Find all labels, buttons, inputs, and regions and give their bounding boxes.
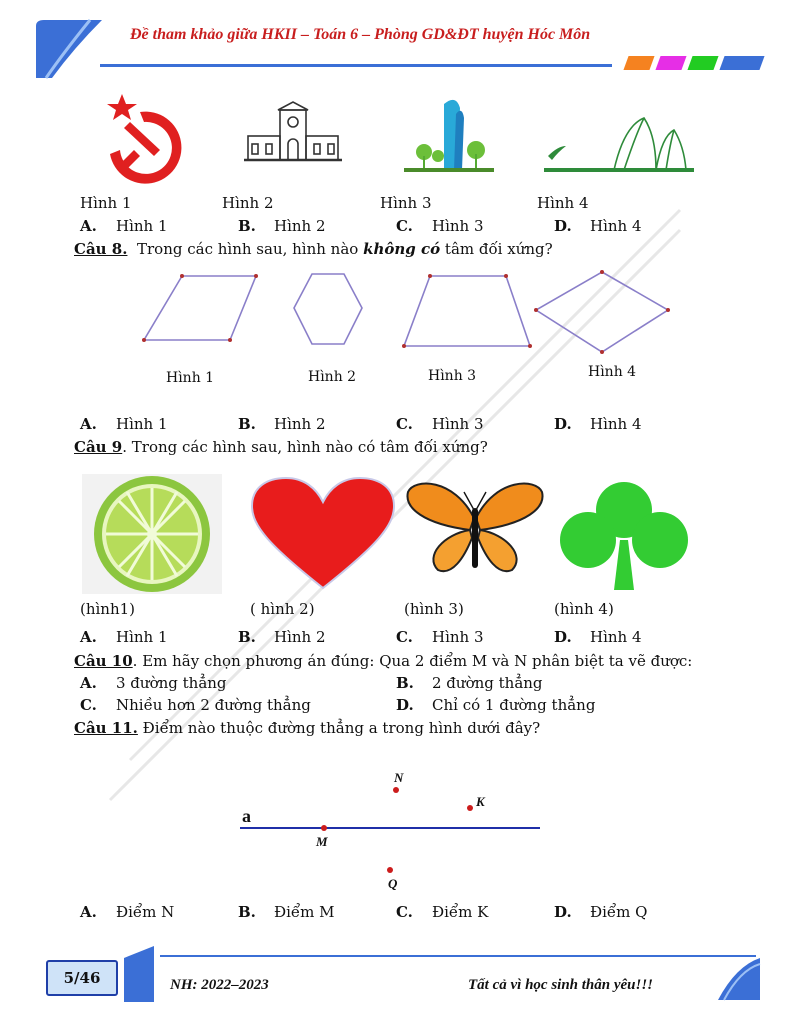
- q9-option-c-letter: C.: [396, 628, 413, 646]
- q7-option-a: Hình 1: [116, 217, 168, 235]
- header-logo-shape: [34, 18, 104, 80]
- q9-text: . Trong các hình sau, hình nào có tâm đối xứng?: [122, 438, 488, 456]
- building-image: [244, 100, 342, 164]
- q8-question: [74, 240, 553, 258]
- q9-option-a: Hình 1: [116, 628, 168, 646]
- line-a-label: a: [242, 806, 251, 826]
- point-k: [467, 805, 473, 811]
- q7-option-d: Hình 4: [590, 217, 642, 235]
- q11-option-b-letter: B.: [238, 903, 256, 921]
- q10-option-d-letter: D.: [396, 696, 414, 714]
- q10-option-b: 2 đường thẳng: [432, 674, 543, 692]
- point-q: [387, 867, 393, 873]
- q7-option-a-letter: A.: [80, 217, 97, 235]
- q11-option-a-letter: A.: [80, 903, 97, 921]
- q9-caption-2: ( hình 2): [250, 600, 315, 618]
- q7-option-b-letter: B.: [238, 217, 256, 235]
- q11-question: [74, 719, 540, 737]
- q10-question: [74, 652, 692, 670]
- q9-option-b-letter: B.: [238, 628, 256, 646]
- q11-option-a: Điểm N: [116, 903, 175, 921]
- q8-option-d: Hình 4: [590, 415, 642, 433]
- footer-year: NH: 2022–2023: [170, 977, 269, 993]
- point-m: [321, 825, 327, 831]
- q9-label: Câu 9: [74, 438, 123, 456]
- q11-option-b: Điểm M: [274, 903, 335, 921]
- q9-option-d-letter: D.: [554, 628, 572, 646]
- q9-option-d: Hình 4: [590, 628, 642, 646]
- q8-option-a-letter: A.: [80, 415, 97, 433]
- q10-option-d: Chỉ có 1 đường thẳng: [432, 696, 596, 714]
- point-q-label: Q: [388, 876, 398, 891]
- q8-caption-4: Hình 4: [588, 364, 637, 380]
- q9-caption-4: (hình 4): [554, 600, 614, 618]
- accent-green: [687, 56, 718, 70]
- q8-caption-2: Hình 2: [308, 369, 357, 385]
- tower-image: [404, 94, 494, 174]
- q11-option-c-letter: C.: [396, 903, 413, 921]
- hammer-sickle-image: [100, 92, 190, 184]
- q7-caption-1: Hình 1: [80, 194, 132, 212]
- q10-option-a: 3 đường thẳng: [116, 674, 227, 692]
- q9-question: [74, 438, 488, 456]
- q10-option-c-letter: C.: [80, 696, 97, 714]
- accent-orange: [623, 56, 654, 70]
- q7-caption-2: Hình 2: [222, 194, 274, 212]
- point-n-label: N: [394, 770, 404, 785]
- q8-option-a: Hình 1: [116, 415, 168, 433]
- trapezoid-shape: [404, 276, 530, 346]
- point-m-label: M: [316, 834, 328, 849]
- q9-option-b: Hình 2: [274, 628, 326, 646]
- heart-image: [250, 476, 396, 590]
- accent-blue: [719, 56, 764, 70]
- hexagon-shape: [294, 274, 362, 344]
- q7-option-d-letter: D.: [554, 217, 572, 235]
- q8-option-d-letter: D.: [554, 415, 572, 433]
- footer-rule: [160, 955, 756, 957]
- parallelogram-shape: [144, 276, 256, 340]
- q8-option-b-letter: B.: [238, 415, 256, 433]
- q8-text-after: tâm đối xứng?: [440, 240, 553, 258]
- header-rule: [100, 64, 612, 67]
- footer-motto: Tất cả vì học sinh thân yêu!!!: [468, 977, 654, 993]
- q8-caption-1: Hình 1: [166, 370, 215, 386]
- rhombus-shape: [536, 272, 668, 352]
- q9-option-c: Hình 3: [432, 628, 484, 646]
- q10-option-b-letter: B.: [396, 674, 414, 692]
- footer-left-shape: [120, 944, 156, 1004]
- q9-caption-1: (hình1): [80, 600, 136, 618]
- q8-text-before: Trong các hình sau, hình nào: [137, 240, 364, 258]
- page-number: 5/46: [46, 960, 118, 996]
- header-title: Đề tham khảo giữa HKII – Toán 6 – Phòng GD&ĐT huyện Hóc Môn: [130, 26, 591, 43]
- q8-option-b: Hình 2: [274, 415, 326, 433]
- q7-option-c: Hình 3: [432, 217, 484, 235]
- point-n: [393, 787, 399, 793]
- q11-label: Câu 11.: [74, 719, 138, 737]
- q8-shapes: [140, 262, 700, 362]
- q8-emphasis: không có: [363, 240, 441, 258]
- q7-caption-3: Hình 3: [380, 194, 432, 212]
- q9-option-a-letter: A.: [80, 628, 97, 646]
- q8-label: Câu 8.: [74, 240, 128, 258]
- q8-option-c: Hình 3: [432, 415, 484, 433]
- opera-house-image: [544, 116, 694, 178]
- q9-caption-3: (hình 3): [404, 600, 464, 618]
- q10-option-a-letter: A.: [80, 674, 97, 692]
- accent-magenta: [655, 56, 686, 70]
- point-k-label: K: [476, 794, 485, 809]
- q7-caption-4: Hình 4: [537, 194, 589, 212]
- q11-option-d-letter: D.: [554, 903, 572, 921]
- lime-image: [82, 474, 222, 594]
- q10-option-c: Nhiều hơn 2 đường thẳng: [116, 696, 311, 714]
- q11-option-d: Điểm Q: [590, 903, 648, 921]
- q8-caption-3: Hình 3: [428, 368, 477, 384]
- q7-option-b: Hình 2: [274, 217, 326, 235]
- q10-label: Câu 10: [74, 652, 133, 670]
- q8-option-c-letter: C.: [396, 415, 413, 433]
- q10-text: . Em hãy chọn phương án đúng: Qua 2 điểm M và N phân biệt ta vẽ được:: [132, 652, 693, 670]
- q11-text: Điểm nào thuộc đường thẳng a trong hình dưới đây?: [137, 719, 541, 737]
- q11-option-c: Điểm K: [432, 903, 489, 921]
- clover-image: [556, 478, 692, 590]
- butterfly-image: [404, 478, 546, 578]
- footer-right-shape: [716, 956, 762, 1002]
- q7-option-c-letter: C.: [396, 217, 413, 235]
